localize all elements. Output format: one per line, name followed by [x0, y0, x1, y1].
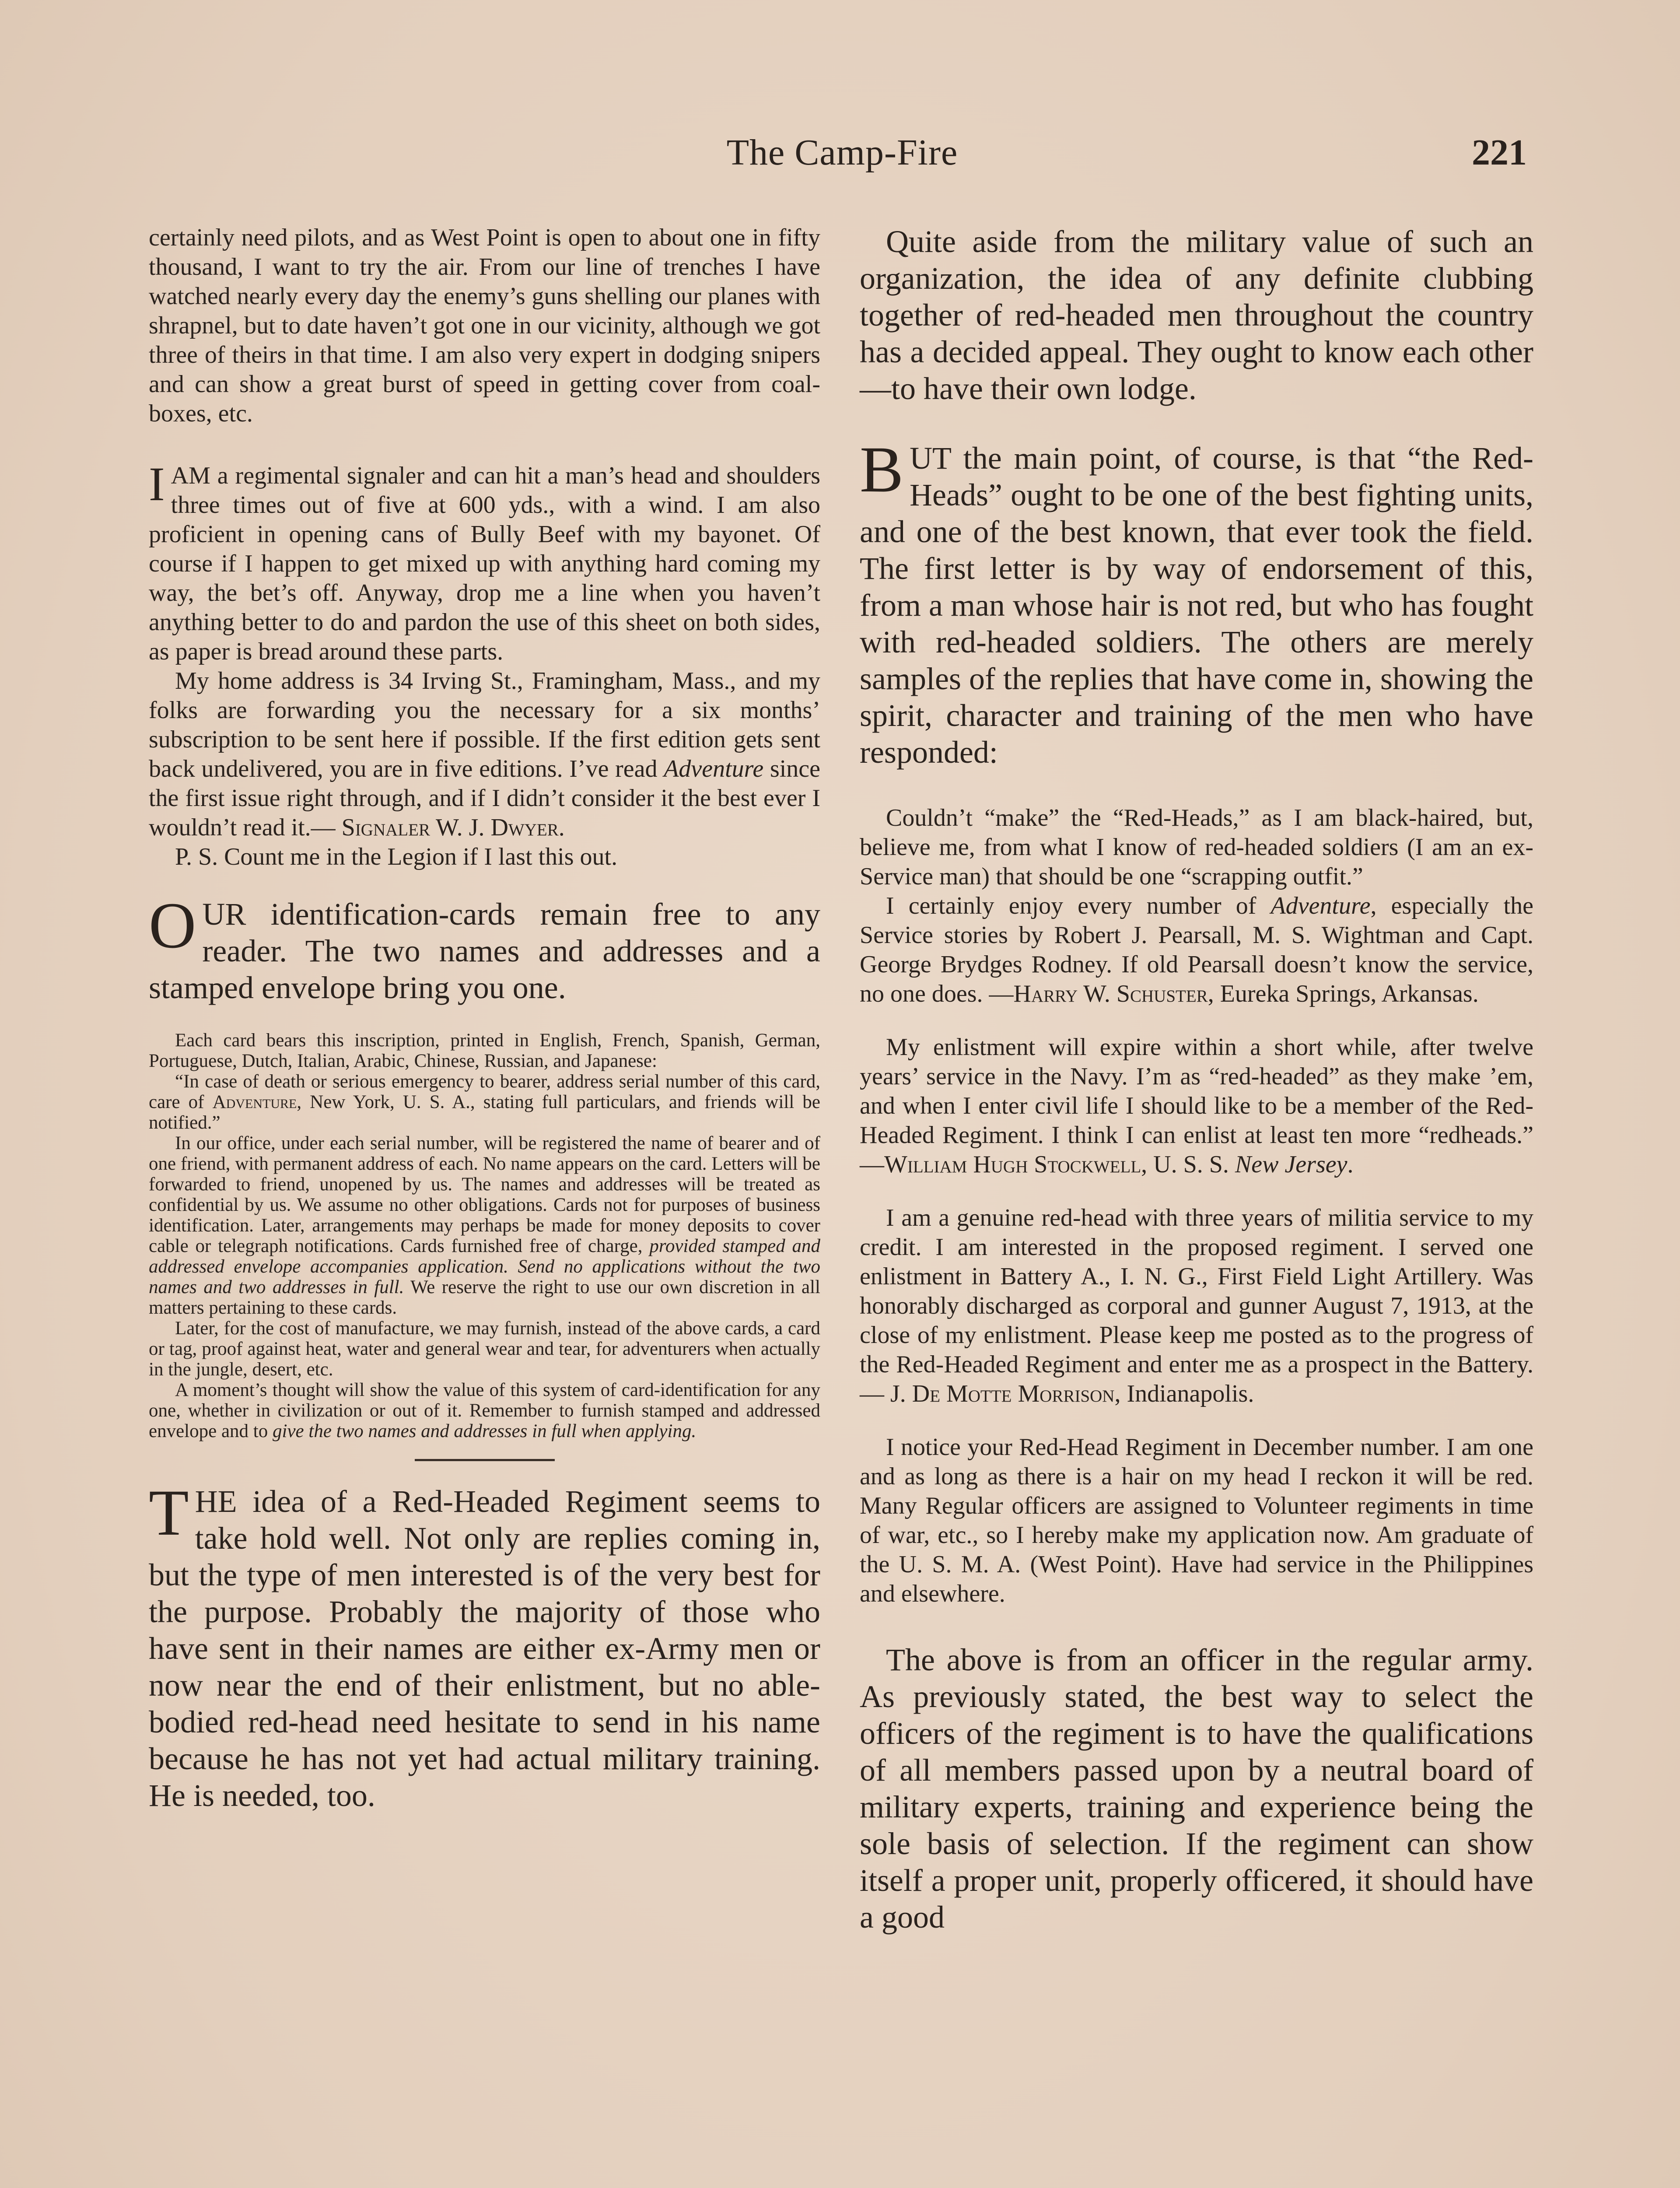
- signature: Harry W. Schuster: [1013, 980, 1208, 1007]
- notice-paragraph: Later, for the cost of manufacture, we may furnish, instead of the above cards, a card or tag, proof against heat, water and general wear and tear, for adventurers when actually in the jungle, desert, etc.: [149, 1318, 820, 1380]
- main-point-text: UT the main point, of course, is that “the Red-Heads” ought to be one of the best fighting units, and one of the best known, that ever took the field. The first letter is by way of endorsement of this, from a man whose hair is not red, but who has fought with red-headed soldiers. The others are merely samples of the replies that have come in, showing the spirit, character and training of the men who have responded:: [860, 441, 1533, 770]
- letter-text: I certainly enjoy every number of: [886, 892, 1256, 919]
- home-address-text-end: since the first issue right through, and if I didn’t consider it the best ever I wouldn’t read it.—: [149, 755, 820, 841]
- reader-letter: I notice your Red-Head Regiment in December number. I am one and as long as there is a hair on my head I reckon it will be red. Many Regular officers are assigned to Volunteer regiments in time of war, etc., so I hereby make my application now. Am graduate of the U. S. M. A. (West Point). Have had service in the Philippines and elsewhere.: [860, 1434, 1533, 1607]
- drop-cap: O: [149, 889, 196, 962]
- signature-location: , U. S. S.: [1141, 1151, 1229, 1178]
- magazine-name: Adventure: [212, 1092, 297, 1112]
- main-point-paragraph: [860, 433, 1533, 771]
- organization-paragraph: Quite aside from the military value of such an organization, the idea of any definite clubbing together of red-headed men throughout the country has a decided appeal. They ought to know each other—to have their own lodge.: [860, 224, 1533, 406]
- left-column: [149, 223, 820, 1814]
- letter-text: My enlistment will expire within a short while, after twelve years’ service in the Navy. I’m as “red-headed” as they make ’em, and when I enter civil life I should like to be a member of the Red-Headed Regiment. I think I can enlist at least ten more “redheads.” —: [860, 1034, 1533, 1178]
- ship-name: New Jersey: [1235, 1151, 1348, 1178]
- drop-cap: B: [860, 433, 904, 506]
- letter-text-mid: , especially the Service stories by Robert J. Pearsall, M. S. Wightman and Capt. George Brydges Rodney. If old Pearsall doesn’t know the service, no one does. —: [860, 892, 1533, 1007]
- right-column: [860, 223, 1533, 1936]
- id-card-notice: [149, 1030, 820, 1441]
- notice-paragraph: Each card bears this inscription, printed in English, French, Spanish, German, Portuguese, Dutch, Italian, Arabic, Chinese, Russian, and Japanese:: [149, 1030, 820, 1071]
- signature-location: , Indianapolis.: [1114, 1380, 1254, 1407]
- red-headed-regiment-paragraph: [149, 1476, 820, 1814]
- running-title: The Camp-Fire: [726, 132, 958, 173]
- notice-text-end: , New York, U. S. A., stating full particulars, and friends will be notified.”: [149, 1092, 821, 1133]
- red-headed-regiment-text: HE idea of a Red-Headed Regiment seems to take hold well. Not only are replies coming in, but the type of men interested is of the very best for the purpose. Probably the majority of those who have sent in their names are either ex-Army men or now near the end of their enlistment, but no able-bodied red-head need hesitate to send in his name because he has not yet had actual military training. He is needed, too.: [149, 1484, 820, 1813]
- id-cards-intro-text: UR identification-cards remain free to any reader. The two names and addresses and a stamped envelope bring you one.: [149, 897, 820, 1005]
- notice-text-end: We reserve the right to use our own discretion in all matters pertaining to these cards.: [149, 1277, 820, 1318]
- signaler-letter-text: AM a regimental signaler and can hit a man’s head and shoulders three times out of five at 600 yds., with a wind. I am also proficient in opening cans of Bully Beef with my bayonet. Of course if I happen to get mixed up with anything hard coming my way, the bet’s off. Anyway, drop me a line when you haven’t anything better to do and pardon the use of this sheet on both sides, as paper is bread around these parts.: [149, 462, 820, 665]
- letter-text: I am a genuine red-head with three years of militia service to my credit. I am interested in the proposed regiment. I served one enlistment in Battery A., I. N. G., First Field Light Artillery. Was honorably discharged as corporal and gunner August 7, 1913, at the close of my enlistment. Please keep me posted as to the progress of the Red-Headed Regiment and enter me as a prospect in the Battery.—: [860, 1204, 1533, 1407]
- notice-text: “In case of death or serious emergency to bearer, address serial number of this card, care of: [149, 1071, 820, 1112]
- notice-paragraph: [149, 1133, 820, 1318]
- notice-paragraph: [149, 1071, 820, 1133]
- home-address-text: My home address is 34 Irving St., Framingham, Mass., and my folks are forwarding you the necessary for a six months’ subscription to be sent here if possible. If the first edition gets sent back undelivered, you are in five editions. I’ve read: [149, 667, 820, 782]
- signature: Signaler W. J. Dwyer.: [341, 814, 565, 841]
- page-header: [149, 127, 1536, 184]
- signaler-letter: [149, 457, 820, 666]
- letter-continuation: certainly need pilots, and as West Point is open to about one in fifty thousand, I want to try the air. From our line of trenches I have watched nearly every day the enemy’s guns shelling our planes with shrapnel, but to date haven’t got one in our vicinity, although we got three of theirs in that time. I am also very expert in dodging snipers and can show a great burst of speed in getting cover from coal-boxes, etc.: [149, 224, 820, 427]
- officer-paragraph: The above is from an officer in the regular army. As previously stated, the best way to select the officers of the regiment is to have the qualifications of all members passed upon by a neutral board of military experts, training and experience being the sole basis of selection. If the regiment can show itself a proper unit, properly officered, it should have a good: [860, 1642, 1533, 1935]
- id-cards-intro: [149, 889, 820, 1006]
- drop-cap: T: [149, 1476, 189, 1549]
- period: .: [1347, 1151, 1354, 1178]
- postscript: P. S. Count me in the Legion if I last this out.: [175, 843, 618, 870]
- reader-letter: [860, 1203, 1533, 1409]
- signature: J. De Motte Morrison: [890, 1380, 1115, 1407]
- notice-emphasis: give the two names and addresses in full when applying.: [273, 1421, 696, 1441]
- signature: William Hugh Stockwell: [884, 1151, 1141, 1178]
- notice-text: A moment’s thought will show the value of this system of card-identification for any one, whether in civilization or out of it. Remember to furnish stamped and addressed envelope and to: [149, 1380, 820, 1441]
- home-address-paragraph: [149, 666, 820, 842]
- magazine-name: Adventure: [1270, 892, 1371, 919]
- notice-text: In our office, under each serial number, will be registered the name of bearer and of one friend, with permanent address of each. No name appears on the card. Letters will be forwarded to friend, unopened by us. The names and addresses will be treated as confidential by us. We assume no other obligations. Cards not for purposes of business identification. Later, arrangements may perhaps be made for money deposits to cover cable or telegraph notifications. Cards furnished free of charge,: [149, 1133, 820, 1256]
- notice-paragraph: [149, 1380, 820, 1441]
- drop-cap: I: [149, 457, 165, 511]
- section-divider: [415, 1459, 555, 1461]
- signature-location: , Eureka Springs, Arkansas.: [1208, 980, 1479, 1007]
- reader-letter: [860, 891, 1533, 1009]
- notice-emphasis: provided stamped and addressed envelope accompanies application. Send no applications without the two names and two addresses in full.: [149, 1236, 821, 1297]
- page-number: 221: [1472, 132, 1527, 173]
- reader-letter: Couldn’t “make” the “Red-Heads,” as I am black-haired, but, believe me, from what I know of red-headed soldiers (I am an ex-Service man) that should be one “scrapping outfit.”: [860, 804, 1533, 890]
- reader-letter: [860, 1033, 1533, 1179]
- magazine-name: Adventure: [664, 755, 764, 782]
